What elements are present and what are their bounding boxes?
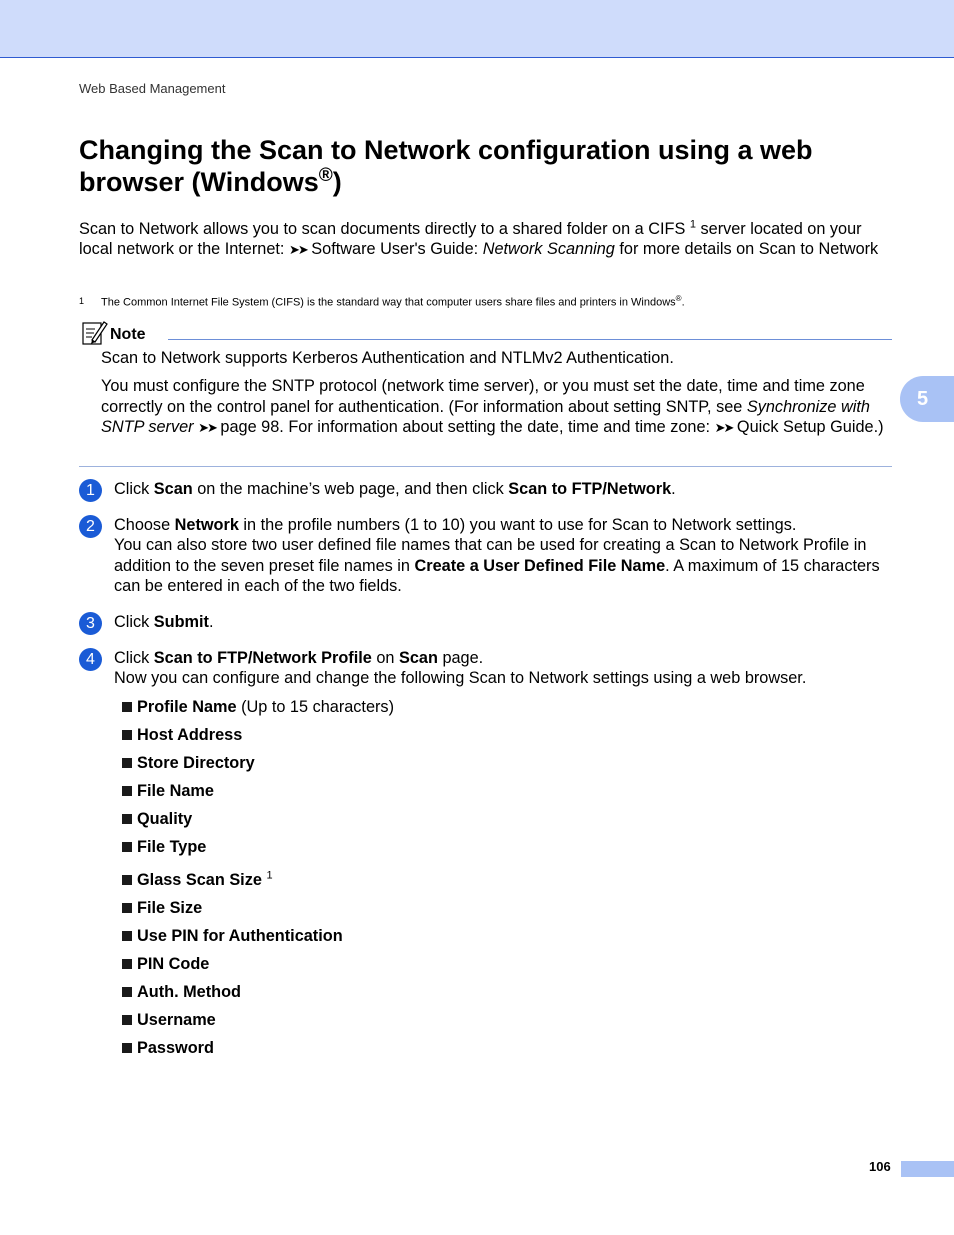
- double-arrow-icon: ➤➤: [288, 242, 307, 258]
- header-band: [0, 0, 954, 58]
- step-number-icon: 3: [79, 612, 102, 635]
- bullet-square-icon: [122, 931, 132, 941]
- bullet-square-icon: [122, 1043, 132, 1053]
- step-number-icon: 4: [79, 648, 102, 671]
- note-body: [101, 348, 893, 446]
- step-number-icon: 2: [79, 515, 102, 538]
- note-rule-bottom: [79, 466, 892, 467]
- page-number: 106: [869, 1159, 891, 1174]
- bullet-square-icon: [122, 702, 132, 712]
- step-2: 2 Choose Network in the profile numbers (1 to 10) you want to use for Scan to Network settings. You can also store two user defined file names that can be used for creating a Scan to Network Profile in addition to the seven preset file names in Create a User Defined File Name. A maximum of 15 characters can be entered in each of the two fields.: [79, 515, 894, 596]
- bullet-square-icon: [122, 987, 132, 997]
- note-paragraph-1: Scan to Network supports Kerberos Authentication and NTLMv2 Authentication.: [101, 349, 674, 367]
- bullet-square-icon: [122, 1015, 132, 1025]
- chapter-tab[interactable]: 5: [900, 376, 954, 422]
- bullet-square-icon: [122, 814, 132, 824]
- bullet-square-icon: [122, 875, 132, 885]
- bullet-square-icon: [122, 786, 132, 796]
- footnote: 1 The Common Internet File System (CIFS) is the standard way that computer users share files and printers in Windows®.: [79, 294, 685, 309]
- bullet-square-icon: [122, 758, 132, 768]
- note-paragraph-2: You must configure the SNTP protocol (network time server), or you must set the date, time and time zone correctly on the control panel for authentication. (For information about setting SNTP, see Synchronize with SNTP server ➤➤ page 98. For information about setting the date, time and time zone: ➤➤ Quick Setup Guide.): [101, 377, 884, 436]
- step-1: 1 Click Scan on the machine’s web page, and then click Scan to FTP/Network.: [79, 479, 894, 499]
- note-pencil-icon: [80, 318, 108, 346]
- step-3: 3 Click Submit.: [79, 612, 894, 632]
- note-rule-top: [168, 339, 892, 340]
- bullet-square-icon: [122, 959, 132, 969]
- page-number-bar: [901, 1161, 954, 1177]
- running-header: Web Based Management: [79, 81, 226, 96]
- bullet-square-icon: [122, 903, 132, 913]
- step-number-icon: 1: [79, 479, 102, 502]
- bullet-square-icon: [122, 842, 132, 852]
- double-arrow-icon: ➤➤: [714, 419, 733, 435]
- step-4: 4 Click Scan to FTP/Network Profile on Scan page. Now you can configure and change the following Scan to Network settings using a web browser.: [79, 648, 894, 689]
- bullet-square-icon: [122, 730, 132, 740]
- page-title: Changing the Scan to Network configuration using a web browser (Windows®): [79, 135, 813, 197]
- double-arrow-icon: ➤➤: [198, 419, 216, 435]
- intro-paragraph: Scan to Network allows you to scan documents directly to a shared folder on a CIFS $^1$ server located on your local network or the Internet: ➤➤ Software User's Guide: Network Scanning for more details on Scan to Network: [79, 218, 879, 259]
- note-label: Note: [110, 326, 146, 343]
